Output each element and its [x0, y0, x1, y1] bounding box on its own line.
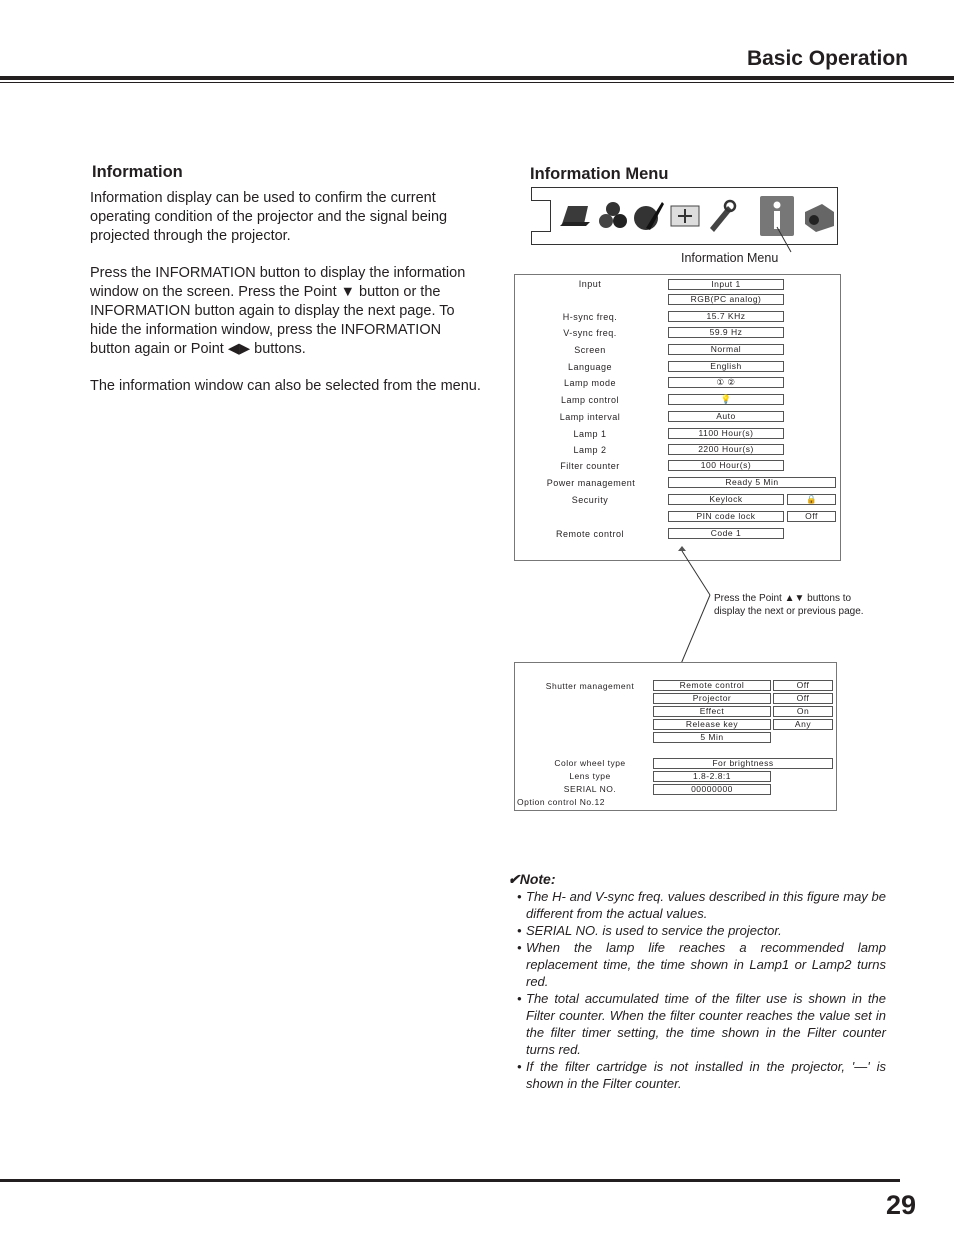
- footer-rule: [0, 1179, 900, 1182]
- color-select-icon[interactable]: [596, 198, 630, 234]
- image-adjust-icon[interactable]: [632, 198, 666, 234]
- shutter-row-value-1: Off: [773, 693, 833, 704]
- shutter-row-value-0: Off: [773, 680, 833, 691]
- color-wheel-type-label: Color wheel type: [554, 758, 626, 768]
- section-title: Basic Operation: [746, 47, 908, 70]
- menu-strip-notch: [531, 200, 551, 232]
- paragraph-3: The information window can also be selected from the menu.: [90, 378, 481, 394]
- shutter-management-label: Shutter management: [545, 681, 635, 691]
- row-value-lamp-1: 1100 Hour(s): [668, 428, 784, 439]
- paragraph-2: Press the INFORMATION button to display the information window on the screen. Press the Point ▼ button or the INFORMATION button again to display the next page. To hide the information window, press the INFORMATION button again or Point ◀▶ buttons.: [90, 265, 466, 357]
- serial-no-label: SERIAL NO.: [563, 784, 617, 794]
- row-value-lamp-interval: Auto: [668, 411, 784, 422]
- page-number: 29: [885, 1190, 916, 1220]
- information-body: [90, 189, 482, 414]
- row-value-signal: RGB(PC analog): [668, 294, 784, 305]
- menu-caption-pointer: [775, 225, 800, 255]
- row-label-lamp-interval: Lamp interval: [559, 412, 621, 422]
- note-heading: ✔Note:: [508, 871, 556, 887]
- information-window-page-1: [514, 274, 841, 561]
- information-menu-caption: Information Menu: [681, 251, 779, 265]
- serial-no-value: 00000000: [653, 784, 771, 795]
- row-value-input: Input 1: [668, 279, 784, 290]
- option-control-label: Option control No.12: [517, 797, 605, 807]
- header-rule-thin: [0, 82, 954, 83]
- lens-type-label: Lens type: [569, 771, 611, 781]
- note-item: • If the filter cartridge is not installed in the projector, '—' is shown in the Filter counter.: [517, 1059, 886, 1091]
- header-rule: [0, 76, 954, 80]
- paragraph-1: Information display can be used to confirm the current operating condition of the projector and the signal being projected through the projector.: [90, 190, 448, 244]
- note-item: • SERIAL NO. is used to service the projector.: [517, 923, 782, 938]
- page-nav-note: Press the Point ▲▼ buttons to display the next or previous page.: [714, 593, 864, 617]
- shutter-row-value-2: On: [773, 706, 833, 717]
- information-heading: Information: [92, 163, 183, 181]
- note-item: • The total accumulated time of the filter use is shown in the Filter counter. When the filter counter reaches the value set in the filter timer setting, the time shown in the Filter counter turns red.: [517, 991, 886, 1057]
- shutter-row-name-3: Release key: [653, 719, 771, 730]
- row-value-lamp-control: 💡: [668, 394, 784, 405]
- setting-icon[interactable]: [704, 198, 738, 234]
- row-value-filter-counter: 100 Hour(s): [668, 460, 784, 471]
- note-list: [517, 888, 886, 1092]
- row-label-lamp-control: Lamp control: [560, 395, 620, 405]
- row-value-keylock-icon: 🔒: [787, 494, 836, 505]
- row-value-remote-control: Code 1: [668, 528, 784, 539]
- row-label-power-management: Power management: [546, 478, 636, 488]
- row-value-hsync: 15.7 KHz: [668, 311, 784, 322]
- row-value-screen: Normal: [668, 344, 784, 355]
- note-item: • The H- and V-sync freq. values described in this figure may be different from the actual values.: [517, 889, 886, 921]
- row-label-lamp-2: Lamp 2: [573, 445, 607, 455]
- row-label-hsync: H-sync freq.: [562, 312, 618, 322]
- row-label-security: Security: [571, 495, 609, 505]
- row-value-security: Keylock: [668, 494, 784, 505]
- row-value-pin-code-lock-state: Off: [787, 511, 836, 522]
- shutter-row-name-1: Projector: [653, 693, 771, 704]
- row-value-power-management: Ready 5 Min: [668, 477, 836, 488]
- shutter-row-name-2: Effect: [653, 706, 771, 717]
- row-value-vsync: 59.9 Hz: [668, 327, 784, 338]
- shutter-row-name-0: Remote control: [653, 680, 771, 691]
- note-item: • When the lamp life reaches a recommended lamp replacement time, the time shown in Lamp1 or Lamp2 turns red.: [517, 940, 886, 989]
- information-menu-heading: Information Menu: [530, 165, 669, 183]
- row-label-remote-control: Remote control: [555, 529, 625, 539]
- row-label-filter-counter: Filter counter: [560, 461, 620, 471]
- row-label-lamp-mode: Lamp mode: [563, 378, 617, 388]
- screen-icon[interactable]: [668, 198, 702, 234]
- row-label-lamp-1: Lamp 1: [573, 429, 607, 439]
- projector-icon[interactable]: [802, 198, 836, 234]
- row-value-language: English: [668, 361, 784, 372]
- row-label-language: Language: [567, 362, 613, 372]
- page-connector: [660, 545, 720, 680]
- pc-adjust-icon[interactable]: [558, 198, 592, 234]
- row-label-vsync: V-sync freq.: [563, 328, 617, 338]
- row-label-screen: Screen: [574, 345, 606, 355]
- shutter-row-value-3: Any: [773, 719, 833, 730]
- row-value-lamp-mode: ① ②: [668, 377, 784, 388]
- information-window-page-2: [514, 662, 837, 811]
- shutter-row-name-4: 5 Min: [653, 732, 771, 743]
- lens-type-value: 1.8-2.8:1: [653, 771, 771, 782]
- row-value-pin-code-lock: PIN code lock: [668, 511, 784, 522]
- color-wheel-type-value: For brightness: [653, 758, 833, 769]
- row-value-lamp-2: 2200 Hour(s): [668, 444, 784, 455]
- row-label-input: Input: [578, 279, 602, 289]
